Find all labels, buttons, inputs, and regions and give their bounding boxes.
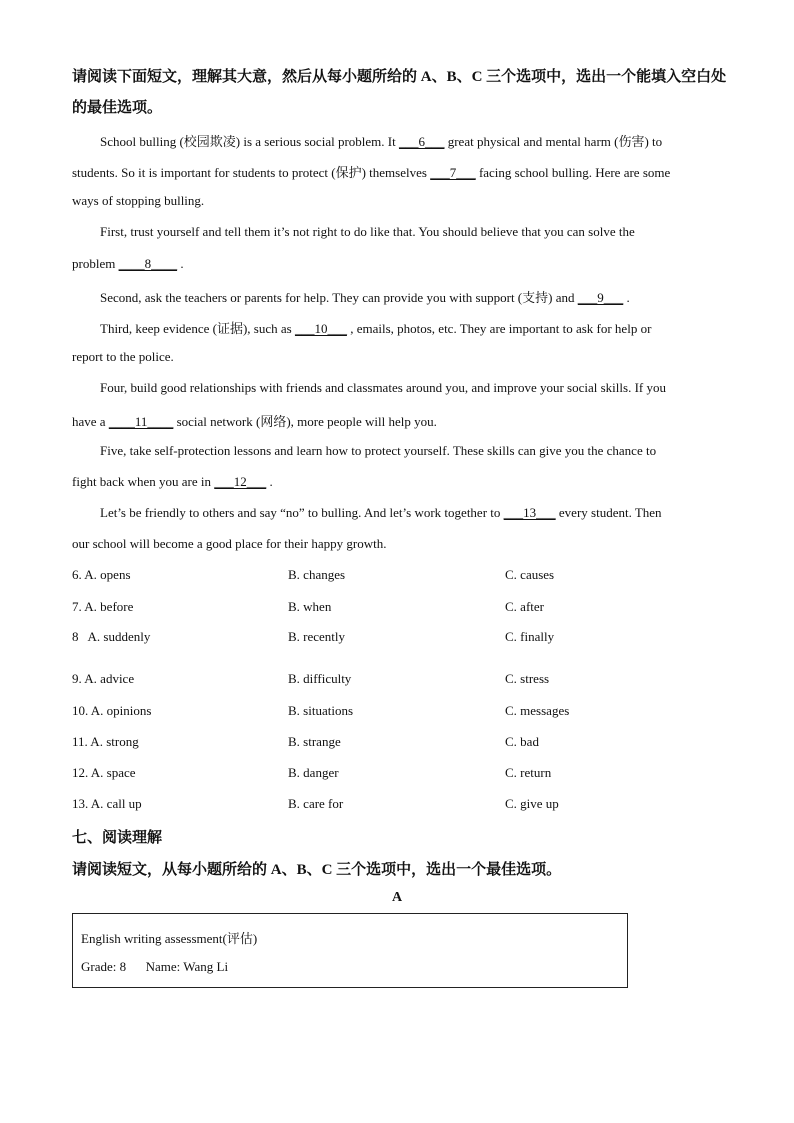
passage-line: First, trust yourself and tell them it’s not right to do like that. You should believe that you can solve the	[100, 224, 635, 239]
option-b: B. when	[288, 599, 332, 614]
passage-line: ways of stopping bulling.	[72, 193, 205, 208]
option-b: B. difficulty	[288, 671, 352, 686]
blank-7: ___7___	[430, 165, 476, 180]
cloze-instruction: 请阅读下面短文，理解其大意，然后从每小题所给的 A、B、C 三个选项中，选出一个能填入空白处的最佳选项。	[72, 69, 727, 116]
passage-line	[100, 287, 630, 306]
option-b: B. strange	[288, 734, 341, 749]
option-a: 12. A. space	[72, 765, 136, 780]
option-a: 13. A. call up	[72, 796, 142, 811]
text: have a	[72, 414, 109, 429]
text: facing school bulling. Here are some	[475, 165, 671, 180]
option-a: 11. A. strong	[72, 734, 139, 749]
option-c: C. bad	[505, 734, 539, 749]
blank-9: ___9___	[577, 290, 624, 305]
passage-line	[100, 131, 662, 150]
assessment-box	[72, 913, 628, 988]
passage-line: report to the police.	[72, 349, 174, 364]
option-b: B. changes	[288, 567, 346, 582]
passage-line	[100, 505, 662, 521]
text: students. So it is important for students to protect (保护) themselves	[72, 165, 431, 180]
passage-label: A	[391, 890, 403, 905]
assessment-title: English writing assessment(评估)	[81, 931, 258, 946]
text: social network (网络), more people will help you.	[173, 414, 437, 429]
passage-line	[72, 474, 273, 490]
text: .	[266, 474, 273, 489]
option-c: C. finally	[505, 629, 555, 644]
option-c: C. return	[505, 765, 552, 780]
option-a: 7. A. before	[72, 599, 134, 614]
blank-8: ____8____	[118, 256, 178, 271]
text: every student. Then	[555, 505, 662, 520]
text: fight back when you are in	[72, 474, 215, 489]
assessment-info: Grade: 8 Name: Wang Li	[81, 959, 229, 974]
passage-line	[72, 162, 670, 181]
text: , emails, photos, etc. They are important to ask for help or	[346, 321, 652, 336]
text: Second, ask the teachers or parents for help. They can provide you with support (支持) and	[100, 290, 578, 305]
passage-line: our school will become a good place for their happy growth.	[72, 536, 387, 551]
option-a: 10. A. opinions	[72, 703, 152, 718]
passage-line	[72, 256, 184, 272]
section-instruction: 请阅读短文，从每小题所给的 A、B、C 三个选项中，选出一个最佳选项。	[72, 862, 562, 878]
option-b: B. danger	[288, 765, 339, 780]
passage-line	[72, 411, 437, 430]
option-c: C. causes	[505, 567, 555, 582]
option-c: C. give up	[505, 796, 559, 811]
option-c: C. after	[505, 599, 544, 614]
text: .	[623, 290, 630, 305]
blank-13: ___13___	[503, 505, 556, 520]
text: Third, keep evidence (证据), such as	[100, 321, 295, 336]
blank-11: ____11____	[108, 414, 174, 429]
section-heading: 七、阅读理解	[72, 830, 163, 846]
blank-6: ___6___	[398, 134, 445, 149]
option-b: B. recently	[288, 629, 346, 644]
blank-12: ___12___	[214, 474, 267, 489]
option-c: C. stress	[505, 671, 550, 686]
option-a: 9. A. advice	[72, 671, 135, 686]
option-b: B. situations	[288, 703, 354, 718]
option-a: 6. A. opens	[72, 567, 131, 582]
option-a: 8 A. suddenly	[72, 629, 151, 644]
option-b: B. care for	[288, 796, 344, 811]
passage-line	[100, 318, 651, 337]
text: School bulling (校园欺凌) is a serious social problem. It	[100, 134, 399, 149]
blank-10: ___10___	[294, 321, 347, 336]
text: problem	[72, 256, 119, 271]
passage-line: Four, build good relationships with friends and classmates around you, and improve your social skills. If you	[100, 380, 666, 395]
text: .	[177, 256, 184, 271]
option-c: C. messages	[505, 703, 570, 718]
passage-line: Five, take self-protection lessons and learn how to protect yourself. These skills can give you the chance to	[100, 443, 657, 458]
text: great physical and mental harm (伤害) to	[444, 134, 663, 149]
text: Let’s be friendly to others and say “no” to bulling. And let’s work together to	[100, 505, 504, 520]
